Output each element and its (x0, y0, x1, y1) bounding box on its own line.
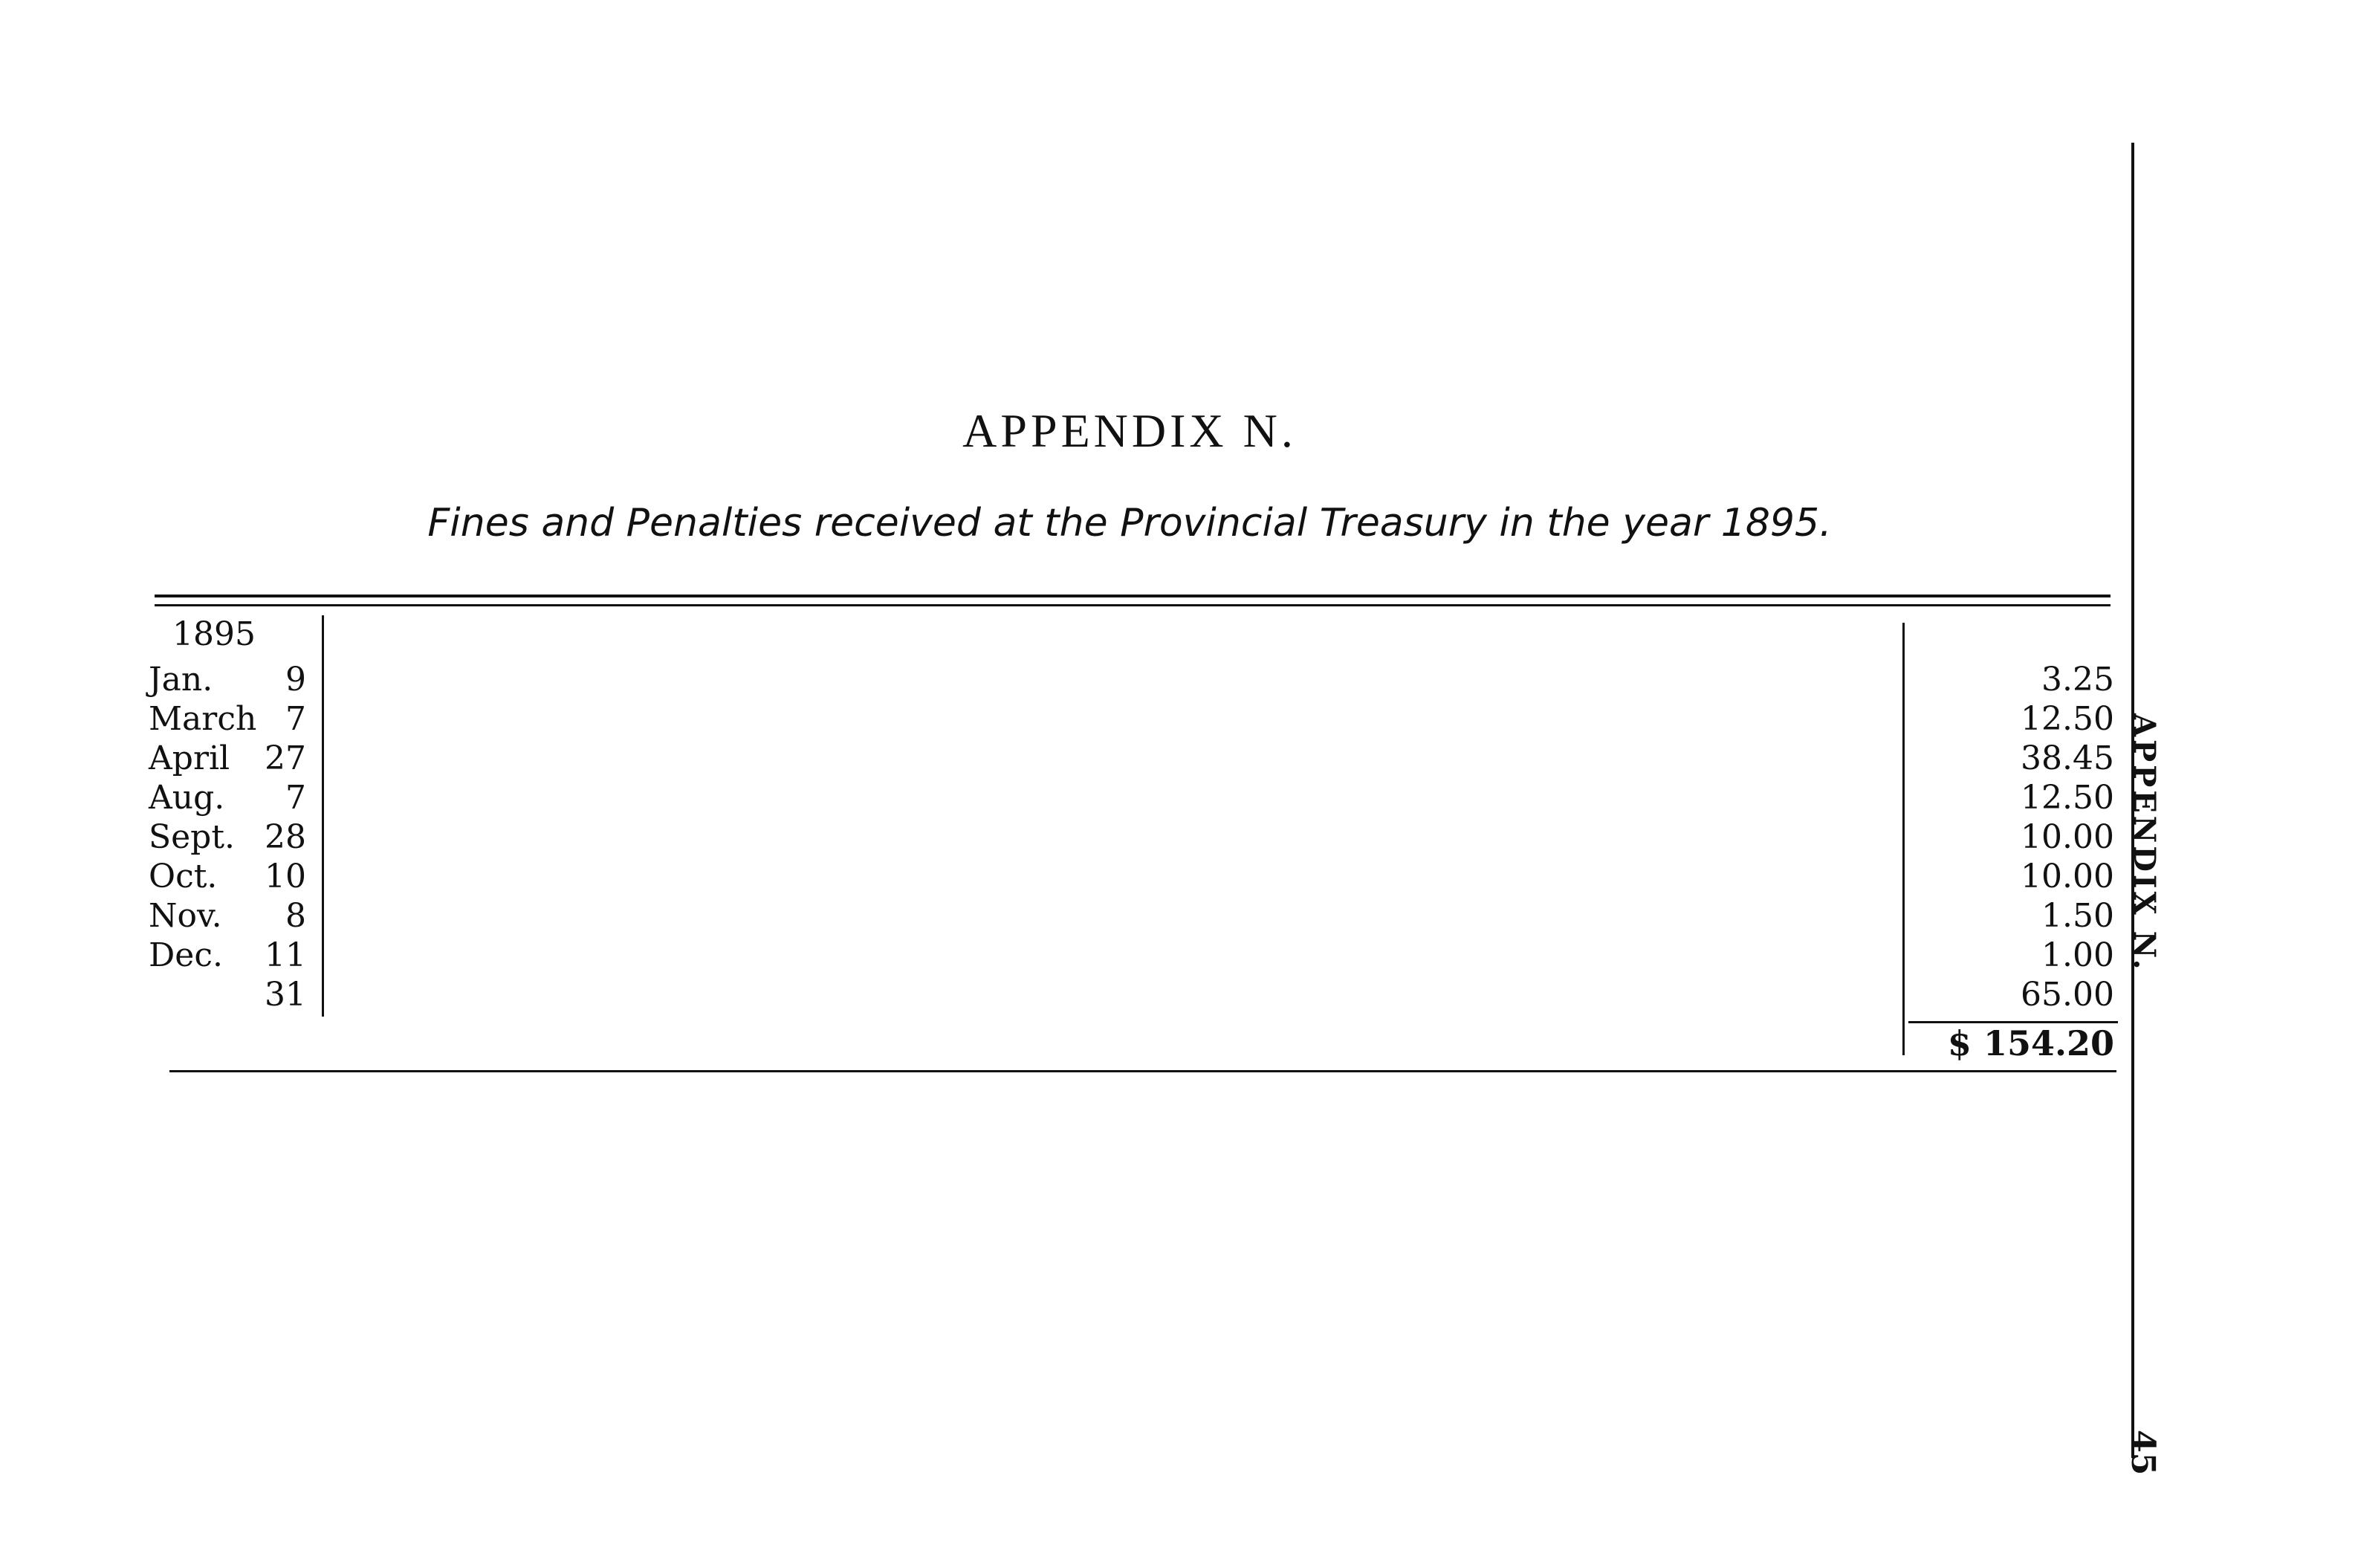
entry-amount: 3.25 (2041, 661, 2114, 699)
entry-month: Jan. (149, 661, 213, 699)
entry-day: 11 (265, 936, 306, 974)
side-title: APPENDIX N. (2127, 713, 2162, 973)
entry-month: March (149, 700, 257, 738)
entry-amount: 10.00 (2021, 858, 2114, 895)
entry-amount: 65.00 (2021, 976, 2114, 1014)
entry-month: Oct. (149, 858, 218, 895)
table-row (0, 857, 2118, 896)
table-row (0, 936, 2118, 975)
bottom-rule (169, 1070, 2116, 1072)
entry-day: 9 (285, 661, 306, 699)
page-subtitle: Fines and Penalties received at the Provincial Treasury in the year 1895. (427, 501, 1832, 545)
year-header: 1895 (172, 615, 256, 653)
table-row (0, 778, 2118, 817)
page-number: 45 (2124, 1430, 2162, 1476)
entry-month: Sept. (149, 818, 236, 856)
entry-day: 27 (265, 739, 306, 777)
entry-amount: 12.50 (2021, 779, 2114, 817)
entry-day: 8 (285, 897, 306, 935)
table-row (0, 817, 2118, 857)
entry-month: Aug. (149, 779, 225, 817)
entry-day: 31 (265, 976, 306, 1014)
top-rule-upper (155, 595, 2111, 597)
table-row (0, 660, 2118, 699)
table-row (0, 975, 2118, 1014)
entry-month: April (149, 739, 230, 777)
entry-amount: 1.50 (2041, 897, 2114, 935)
entry-day: 7 (285, 700, 306, 738)
entry-month: Nov. (149, 897, 222, 935)
entry-day: 28 (265, 818, 306, 856)
entry-day: 7 (285, 779, 306, 817)
entry-amount: 12.50 (2021, 700, 2114, 738)
page-title: APPENDIX N. (962, 404, 1297, 457)
entry-amount: 10.00 (2021, 818, 2114, 856)
top-rule-lower (155, 604, 2111, 606)
entry-amount: 38.45 (2021, 739, 2114, 777)
entry-day: 10 (265, 858, 306, 895)
table-row (0, 896, 2118, 936)
table-row (0, 739, 2118, 778)
entry-amount: 1.00 (2041, 936, 2114, 974)
table-row (0, 699, 2118, 739)
total-amount: $ 154.20 (1947, 1023, 2114, 1063)
entry-month: Dec. (149, 936, 223, 974)
